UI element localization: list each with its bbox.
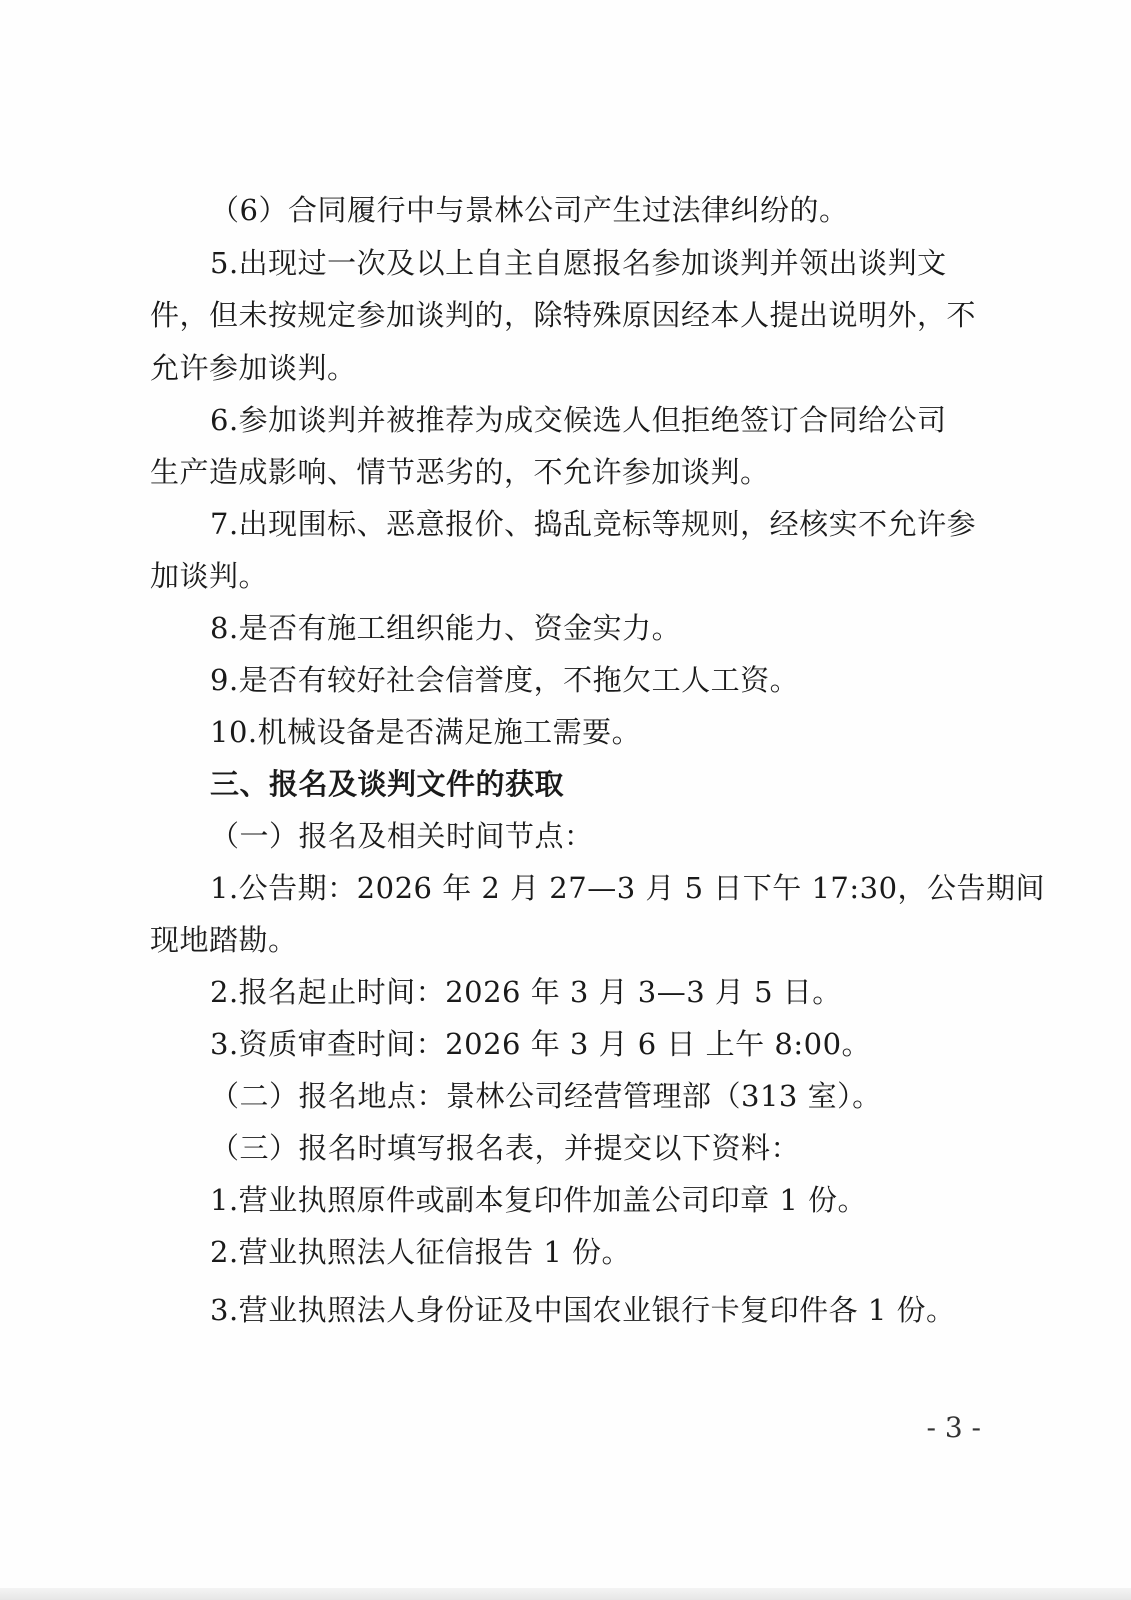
- text-line-9: 8.是否有施工组织能力、资金实力。: [210, 611, 682, 645]
- section-heading: 三、报名及谈判文件的获取: [210, 767, 565, 801]
- text-line-7: 7.出现围标、恶意报价、捣乱竞标等规则，经核实不允许参: [210, 507, 977, 541]
- text-line-10: 9.是否有较好社会信誉度，不拖欠工人工资。: [210, 663, 800, 697]
- text-line-3: 件，但未按规定参加谈判的，除特殊原因经本人提出说明外，不: [150, 298, 977, 332]
- text-line-13: （一）报名及相关时间节点：: [210, 819, 594, 853]
- text-line-1: （6）合同履行中与景林公司产生过法律纠纷的。: [210, 193, 849, 227]
- text-line-2: 5.出现过一次及以上自主自愿报名参加谈判并领出谈判文: [210, 246, 947, 280]
- text-line-4: 允许参加谈判。: [150, 351, 357, 385]
- scan-bottom-edge: [0, 1588, 1131, 1600]
- text-line-17: 3.资质审查时间：2026 年 3 月 6 日 上午 8:00。: [210, 1027, 872, 1061]
- text-line-20: 1.营业执照原件或副本复印件加盖公司印章 1 份。: [210, 1183, 868, 1217]
- text-line-22: 3.营业执照法人身份证及中国农业银行卡复印件各 1 份。: [210, 1293, 956, 1327]
- text-line-8: 加谈判。: [150, 559, 269, 593]
- text-line-19: （三）报名时填写报名表，并提交以下资料：: [210, 1131, 801, 1165]
- page-number: - 3 -: [926, 1411, 981, 1444]
- text-line-15: 现地踏勘。: [150, 923, 298, 957]
- text-line-11: 10.机械设备是否满足施工需要。: [210, 715, 642, 749]
- text-line-5: 6.参加谈判并被推荐为成交候选人但拒绝签订合同给公司: [210, 403, 947, 437]
- text-line-21: 2.营业执照法人征信报告 1 份。: [210, 1235, 632, 1269]
- text-line-18: （二）报名地点：景林公司经营管理部（313 室）。: [210, 1079, 882, 1113]
- text-line-6: 生产造成影响、情节恶劣的，不允许参加谈判。: [150, 455, 770, 489]
- text-line-16: 2.报名起止时间：2026 年 3 月 3—3 月 5 日。: [210, 975, 842, 1009]
- text-line-14: 1.公告期：2026 年 2 月 27—3 月 5 日下午 17:30，公告期间: [210, 871, 1046, 905]
